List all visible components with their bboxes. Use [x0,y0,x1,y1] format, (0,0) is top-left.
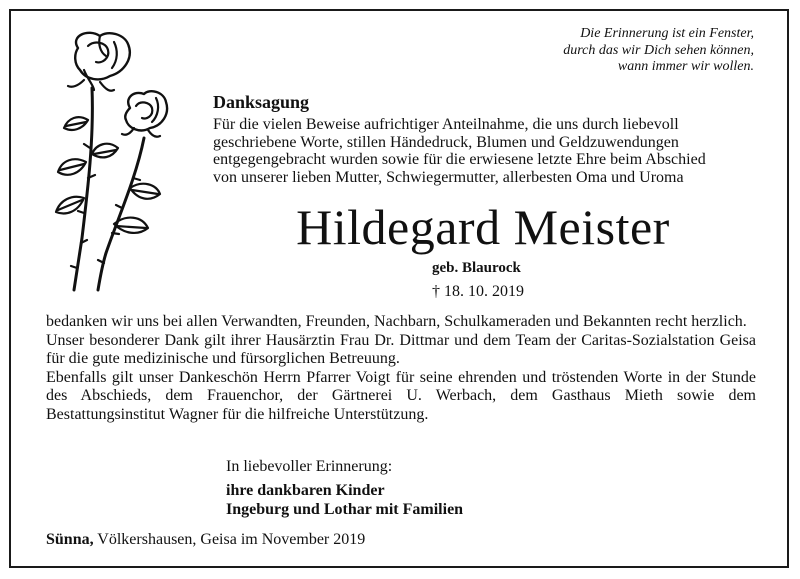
closing-intro: In liebevoller Erinnerung: [226,458,393,475]
signers [226,481,463,519]
place-town: Sünna, [46,531,94,548]
deceased-name: Hildegard Meister [296,199,670,255]
birth-name: geb. Blaurock [432,260,521,276]
place-date [46,531,365,549]
danksagung-line: Für die vielen Beweise aufrichtiger Anteilnahme, die uns durch liebevoll [213,116,679,133]
death-date: † 18. 10. 2019 [432,283,524,300]
signer-line: Ingeburg und Lothar mit Familien [226,501,464,518]
danksagung-line: entgegengebracht wurden sowie für die erwiesene letzte Ehre beim Abschied [213,151,706,168]
danksagung-line: von unserer lieben Mutter, Schwiegermutter, allerbesten Oma und Uroma [213,168,684,186]
body-paragraph: Ebenfalls gilt unser Dankeschön Herrn Pfarrer Voigt für seine ehrenden und tröstenden Worte in der Stunde des Abschieds, dem Frauenchor, der Gärtnerei U. Werbach, dem Gasthaus Mieth sowie dem Bestattungsinstitut Wagner für die hilfreiche Unterstützung. [46,368,756,423]
quote-line: Die Erinnerung ist ein Fenster, [580,26,754,41]
body-paragraph: Unser besonderer Dank gilt ihrer Hausärztin Frau Dr. Dittmar und dem Team der Caritas-Sozialstation Geisa für die gute medizinische und fürsorglichen Betreuung. [46,331,756,367]
place-rest: Völkershausen, Geisa im November 2019 [93,531,366,548]
thanks-body [46,313,756,424]
danksagung-title: Danksagung [213,92,310,112]
quote-line: wann immer wir wollen. [617,59,754,74]
memorial-quote [434,26,754,76]
signer-line: ihre dankbaren Kinder [226,482,385,499]
danksagung-line: geschriebene Worte, stillen Händedruck, Blumen und Geldzuwendungen [213,133,679,151]
danksagung-text [213,116,773,186]
quote-line: durch das wir Dich sehen können, [563,42,754,58]
body-paragraph: bedanken wir uns bei allen Verwandten, Freunden, Nachbarn, Schulkameraden und Bekannten recht herzlich. [46,313,747,330]
